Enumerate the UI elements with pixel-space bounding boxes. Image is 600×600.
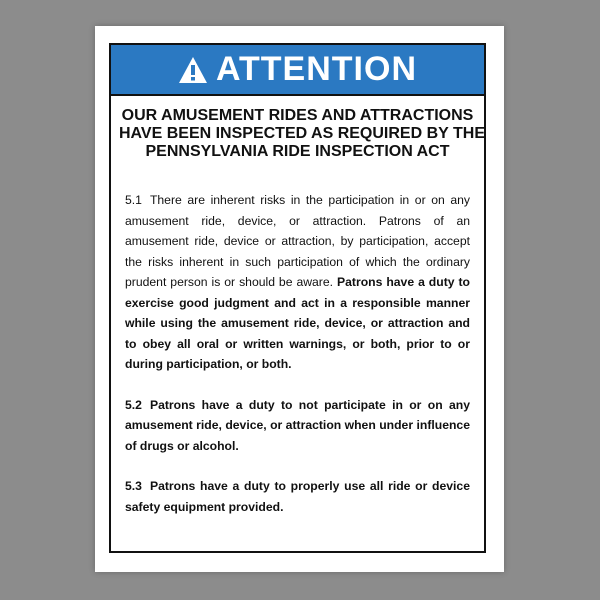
section-plain-text: There are inherent risks in the participation in or on any amusement ride, device, or attraction. Patrons of an amusement ride, device or attraction, by participation, accept the risks inherent in such participation of which the ordinary prudent person is or should be aware. (125, 193, 470, 289)
section-number: 5.3 (125, 479, 142, 493)
headline-line-1: OUR AMUSEMENT RIDES AND ATTRACTIONS (121, 107, 474, 124)
section-5-1 (125, 190, 470, 375)
attention-sign (95, 26, 504, 572)
headline-line-2: HAVE BEEN INSPECTED AS REQUIRED BY THE (119, 125, 485, 142)
sign-headline (119, 107, 485, 161)
section-number: 5.1 (125, 193, 142, 207)
headline-line-3: PENNSYLVANIA RIDE INSPECTION ACT (145, 143, 450, 160)
sign-body (125, 190, 470, 537)
section-5-3 (125, 476, 470, 517)
warning-triangle-icon (178, 56, 208, 84)
banner-title: ATTENTION (215, 50, 417, 88)
section-bold-text: Patrons have a duty to exercise good judgment and act in a responsible manner while using the amusement ride, device, or attraction and to obey all oral or written warnings, or both, prior to or during participation, or both. (125, 275, 470, 371)
section-bold-text: Patrons have a duty to not participate in or on any amusement ride, device, or attraction when under influence of drugs or alcohol. (125, 397, 470, 453)
attention-banner (111, 45, 484, 96)
section-number: 5.2 (125, 397, 142, 412)
section-bold-text: Patrons have a duty to properly use all ride or device safety equipment provided. (125, 479, 470, 514)
section-5-2 (125, 395, 470, 457)
sign-border (109, 43, 486, 553)
